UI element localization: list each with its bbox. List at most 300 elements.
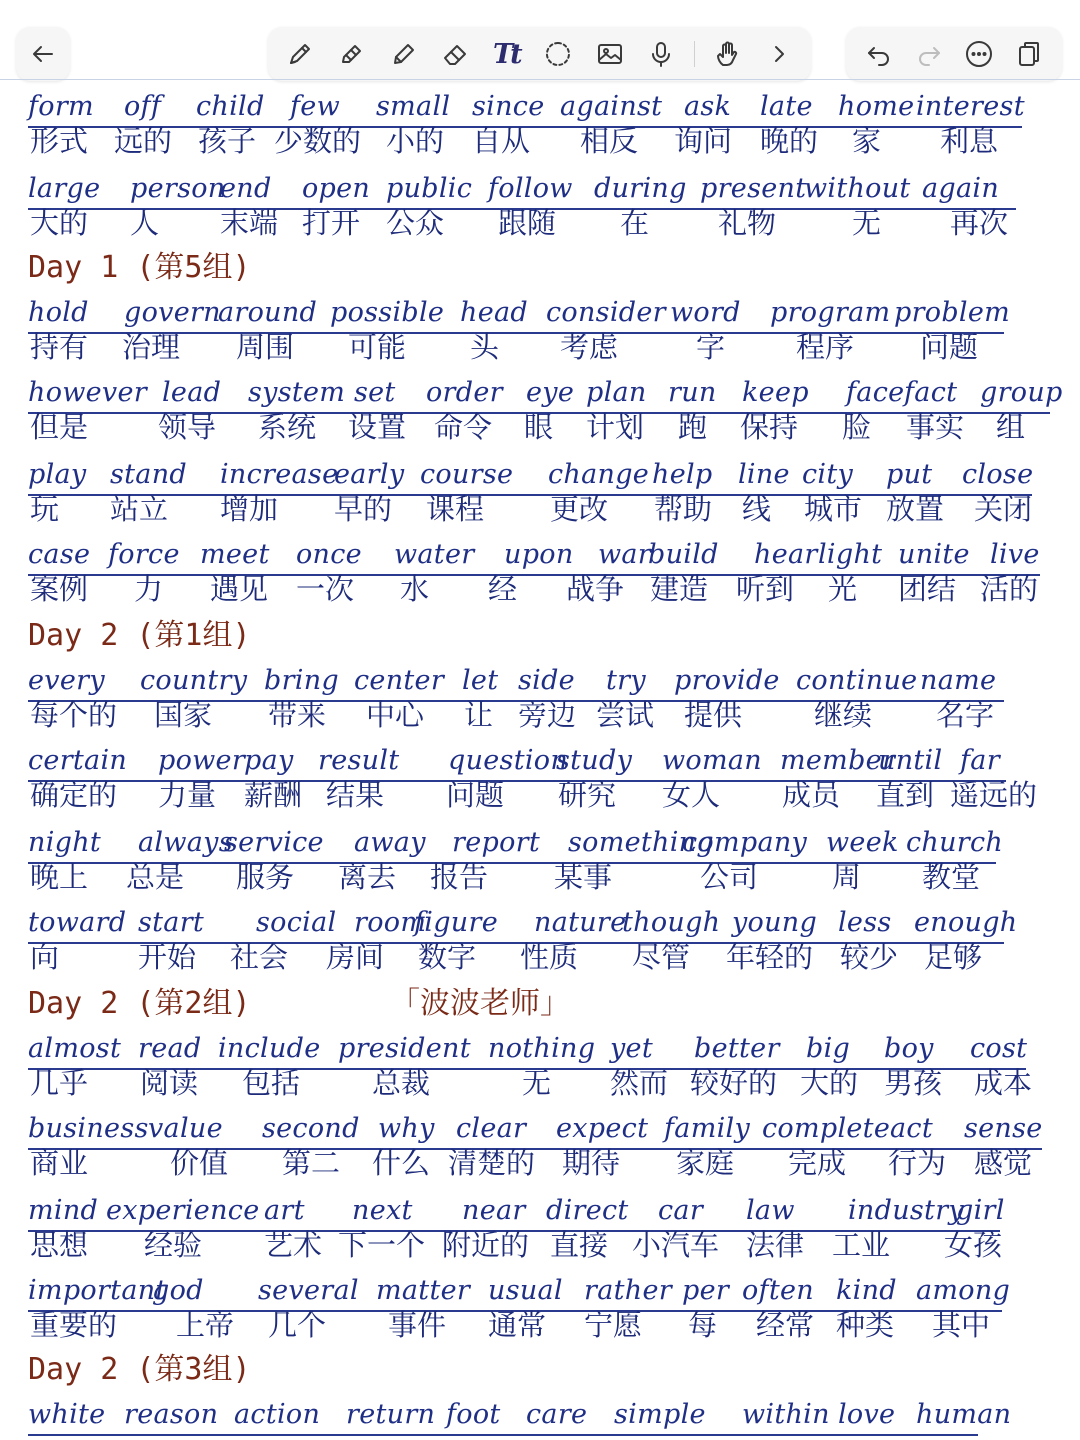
chinese-meaning: 国家 [154, 698, 213, 732]
english-word: why [378, 1113, 435, 1144]
english-word: start [138, 907, 205, 938]
english-word: water [394, 539, 475, 570]
chinese-meaning: 设置 [348, 410, 407, 444]
chinese-meaning: 经 [488, 572, 518, 606]
english-word: member [780, 745, 896, 776]
chinese-meaning: 性质 [520, 940, 579, 974]
english-word: increase [220, 459, 339, 490]
english-word: late [760, 91, 813, 122]
text-icon: Tt [493, 38, 520, 70]
chinese-meaning: 系统 [258, 410, 317, 444]
redo-button[interactable] [910, 35, 948, 73]
teacher-tag: 「波波老师」 [390, 986, 570, 1021]
english-word: reason [124, 1399, 219, 1430]
english-word: matter [376, 1275, 471, 1306]
marker-icon [388, 39, 418, 69]
english-word: within [742, 1399, 830, 1430]
english-word: something [568, 827, 714, 858]
pen-icon [285, 39, 315, 69]
top-toolbar [0, 0, 1080, 86]
chinese-meaning: 城市 [804, 492, 863, 526]
chinese-meaning: 晚上 [30, 860, 89, 894]
chinese-meaning: 直接 [550, 1228, 609, 1262]
chinese-meaning: 自从 [472, 124, 531, 158]
chinese-meaning: 旁边 [518, 698, 577, 732]
chinese-meaning: 年轻的 [726, 940, 814, 974]
english-word: power [158, 745, 246, 776]
chinese-meaning: 大的 [30, 206, 89, 240]
chinese-meaning: 利息 [940, 124, 999, 158]
chinese-meaning: 公众 [386, 206, 445, 240]
chinese-meaning: 足够 [924, 940, 983, 974]
english-word: program [770, 297, 891, 328]
chinese-meaning: 重要的 [30, 1308, 118, 1342]
english-word: form [28, 91, 94, 122]
redo-icon [914, 39, 944, 69]
chinese-meaning: 思想 [30, 1228, 89, 1262]
english-word: figure [414, 907, 498, 938]
english-word: second [262, 1113, 360, 1144]
english-word: yet [610, 1033, 653, 1064]
chinese-meaning: 清楚的 [448, 1146, 536, 1180]
more-tools[interactable] [760, 35, 798, 73]
english-word: act [890, 1113, 933, 1144]
chinese-meaning: 总裁 [372, 1066, 431, 1100]
chinese-meaning: 打开 [302, 206, 361, 240]
english-word: better [694, 1033, 780, 1064]
english-word: set [354, 377, 396, 408]
english-word: few [290, 91, 340, 122]
chinese-meaning: 无 [522, 1066, 552, 1100]
chinese-meaning: 问题 [920, 330, 979, 364]
english-word: white [28, 1399, 106, 1430]
marker-tool[interactable] [384, 35, 422, 73]
chinese-meaning: 玩 [30, 492, 60, 526]
english-word: name [920, 665, 997, 696]
chinese-meaning: 带来 [268, 698, 327, 732]
chinese-meaning: 少数的 [274, 124, 362, 158]
image-icon [595, 39, 625, 69]
chinese-meaning: 每 [688, 1308, 718, 1342]
day-heading [28, 612, 251, 652]
english-word: report [452, 827, 540, 858]
chinese-meaning: 名字 [936, 698, 995, 732]
english-word: night [28, 827, 102, 858]
english-word: mind [28, 1195, 99, 1226]
chinese-meaning: 其中 [932, 1308, 991, 1342]
english-word: less [838, 907, 892, 938]
english-word: interest [916, 91, 1025, 122]
chinese-meaning: 行为 [888, 1146, 947, 1180]
chinese-meaning: 工业 [832, 1228, 891, 1262]
english-word: since [472, 91, 545, 122]
english-row [28, 452, 1032, 496]
chinese-meaning: 小的 [386, 124, 445, 158]
lasso-icon [543, 39, 573, 69]
chinese-meaning: 家庭 [676, 1146, 735, 1180]
chinese-meaning: 感觉 [974, 1146, 1033, 1180]
english-word: toward [28, 907, 127, 938]
english-word: important [28, 1275, 167, 1306]
drawing-tools [268, 27, 811, 81]
english-word: put [886, 459, 933, 490]
english-word: let [462, 665, 499, 696]
chinese-meaning: 眼 [524, 410, 554, 444]
microphone-tool[interactable] [642, 35, 680, 73]
chinese-meaning: 案例 [30, 572, 89, 606]
microphone-icon [646, 39, 676, 69]
english-word: question [448, 745, 569, 776]
chinese-meaning: 活的 [980, 572, 1039, 606]
english-word: problem [894, 297, 1011, 328]
chinese-meaning: 每个的 [30, 698, 118, 732]
english-word: company [682, 827, 808, 858]
chinese-meaning: 计划 [586, 410, 645, 444]
english-word: line [738, 459, 790, 490]
chinese-meaning: 总是 [126, 860, 185, 894]
chevron-right-icon [764, 39, 794, 69]
english-word: change [548, 459, 650, 490]
english-word: young [732, 907, 818, 938]
english-word: car [658, 1195, 704, 1226]
day-heading [28, 1346, 251, 1386]
english-word: live [990, 539, 1040, 570]
chinese-meaning: 晚的 [760, 124, 819, 158]
english-word: experience [106, 1195, 260, 1226]
chinese-meaning: 直到 [876, 778, 935, 812]
hand-icon [712, 39, 742, 69]
english-word: return [346, 1399, 436, 1430]
english-word: face [846, 377, 905, 408]
chinese-meaning: 问题 [446, 778, 505, 812]
english-word: industry [848, 1195, 964, 1226]
day-heading-text: Day 2 (第2组) [28, 986, 251, 1021]
chinese-meaning: 房间 [326, 940, 385, 974]
chinese-meaning: 大的 [800, 1066, 859, 1100]
english-word: build [648, 539, 719, 570]
english-word: art [264, 1195, 305, 1226]
english-word: cost [970, 1033, 1028, 1064]
chinese-meaning: 建造 [650, 572, 709, 606]
english-word: though [622, 907, 721, 938]
english-word: keep [742, 377, 809, 408]
chinese-meaning: 通常 [488, 1308, 547, 1342]
chinese-meaning: 什么 [372, 1146, 431, 1180]
english-word: present [700, 173, 807, 204]
eraser-tool[interactable] [436, 35, 474, 73]
chinese-meaning: 无 [852, 206, 882, 240]
english-word: eye [526, 377, 575, 408]
chinese-meaning: 尽管 [632, 940, 691, 974]
english-word: hear [754, 539, 818, 570]
chinese-meaning: 询问 [674, 124, 733, 158]
english-word: clear [456, 1113, 527, 1144]
chinese-meaning: 末端 [220, 206, 279, 240]
english-word: once [296, 539, 362, 570]
chinese-meaning: 商业 [30, 1146, 89, 1180]
english-word: among [916, 1275, 1011, 1306]
english-word: large [28, 173, 101, 204]
day-heading-text: Day 1 (第5组) [28, 250, 251, 285]
english-word: include [218, 1033, 321, 1064]
english-word: woman [662, 745, 762, 776]
english-word: direct [546, 1195, 629, 1226]
english-word: social [256, 907, 337, 938]
chinese-meaning: 中心 [366, 698, 425, 732]
chinese-meaning: 力 [134, 572, 164, 606]
day-heading [28, 244, 251, 284]
english-word: week [826, 827, 899, 858]
chinese-meaning: 治理 [122, 330, 181, 364]
english-word: end [220, 173, 272, 204]
english-word: run [668, 377, 717, 408]
undo-button[interactable] [860, 35, 898, 73]
english-word: foot [446, 1399, 501, 1430]
chinese-meaning: 女孩 [944, 1228, 1003, 1262]
chinese-meaning: 在 [620, 206, 650, 240]
chinese-meaning: 成员 [782, 778, 841, 812]
chinese-meaning: 尝试 [596, 698, 655, 732]
chinese-meaning: 家 [852, 124, 882, 158]
english-word: enough [914, 907, 1018, 938]
highlighter-tool[interactable] [332, 35, 370, 73]
english-word: study [556, 745, 633, 776]
chinese-meaning: 力量 [158, 778, 217, 812]
english-word: open [302, 173, 371, 204]
english-word: god [152, 1275, 204, 1306]
english-word: complete [762, 1113, 891, 1144]
pen-tool[interactable] [281, 35, 319, 73]
english-word: sense [964, 1113, 1043, 1144]
chinese-meaning: 关闭 [974, 492, 1033, 526]
english-word: case [28, 539, 91, 570]
english-word: group [980, 377, 1063, 408]
chinese-meaning: 报告 [430, 860, 489, 894]
english-word: close [962, 459, 1034, 490]
ellipsis-icon [964, 39, 994, 69]
chinese-meaning: 遥远的 [950, 778, 1038, 812]
chinese-meaning: 价值 [170, 1146, 229, 1180]
pages-icon [1014, 39, 1044, 69]
gesture-tool[interactable] [708, 35, 746, 73]
chinese-meaning: 领导 [158, 410, 217, 444]
chinese-meaning: 早的 [334, 492, 393, 526]
english-word: again [922, 173, 1000, 204]
chinese-meaning: 男孩 [884, 1066, 943, 1100]
history-actions [846, 27, 1062, 81]
english-word: ask [684, 91, 732, 122]
chinese-meaning: 小汽车 [632, 1228, 720, 1262]
chinese-meaning: 薪酬 [244, 778, 303, 812]
more-button[interactable] [960, 35, 998, 73]
english-word: action [234, 1399, 321, 1430]
english-word: boy [884, 1033, 934, 1064]
chinese-meaning: 光 [828, 572, 858, 606]
arrow-left-icon [24, 35, 62, 73]
chinese-meaning: 确定的 [30, 778, 118, 812]
highlighter-icon [336, 39, 366, 69]
chinese-meaning: 期待 [562, 1146, 621, 1180]
lasso-tool[interactable] [539, 35, 577, 73]
chinese-meaning: 组 [996, 410, 1026, 444]
english-word: always [138, 827, 233, 858]
english-word: far [960, 745, 1000, 776]
chinese-meaning: 上帝 [176, 1308, 235, 1342]
english-word: against [560, 91, 663, 122]
chinese-meaning: 命令 [434, 410, 493, 444]
english-word: human [916, 1399, 1012, 1430]
english-word: next [352, 1195, 413, 1226]
chinese-meaning: 女人 [662, 778, 721, 812]
english-word: church [906, 827, 1004, 858]
english-word: word [670, 297, 741, 328]
chinese-meaning: 完成 [788, 1146, 847, 1180]
english-word: provide [674, 665, 780, 696]
chinese-meaning: 一次 [296, 572, 355, 606]
image-tool[interactable] [591, 35, 629, 73]
chinese-meaning: 下一个 [338, 1228, 426, 1262]
english-word: almost [28, 1033, 122, 1064]
chinese-meaning: 脸 [842, 410, 872, 444]
english-word: girl [956, 1195, 1005, 1226]
english-word: consider [546, 297, 666, 328]
english-word: care [526, 1399, 588, 1430]
pages-button[interactable] [1010, 35, 1048, 73]
english-word: bring [264, 665, 339, 696]
english-word: person [130, 173, 226, 204]
english-word: city [802, 459, 854, 490]
chinese-meaning: 事件 [388, 1308, 447, 1342]
chinese-meaning: 离去 [338, 860, 397, 894]
chinese-meaning: 某事 [554, 860, 613, 894]
english-word: result [318, 745, 400, 776]
english-word: president [338, 1033, 471, 1064]
chinese-meaning: 宁愿 [584, 1308, 643, 1342]
day-heading [28, 980, 628, 1020]
english-word: per [682, 1275, 730, 1306]
english-word: system [248, 377, 346, 408]
chinese-meaning: 周 [832, 860, 862, 894]
english-word: plan [586, 377, 647, 408]
chinese-meaning: 程序 [796, 330, 855, 364]
english-word: follow [488, 173, 573, 204]
chinese-meaning: 包括 [242, 1066, 301, 1100]
chinese-meaning: 阅读 [140, 1066, 199, 1100]
english-word: force [108, 539, 180, 570]
back-button[interactable] [16, 27, 70, 81]
english-word: expect [556, 1113, 649, 1144]
chinese-meaning: 服务 [236, 860, 295, 894]
chinese-meaning: 持有 [30, 330, 89, 364]
chinese-meaning: 形式 [30, 124, 89, 158]
english-word: away [354, 827, 426, 858]
undo-icon [864, 39, 894, 69]
chinese-meaning: 跑 [678, 410, 708, 444]
english-word: country [140, 665, 248, 696]
english-word: read [138, 1033, 202, 1064]
english-word: war [598, 539, 652, 570]
english-word: try [606, 665, 646, 696]
english-word: however [28, 377, 147, 408]
chinese-meaning: 公司 [700, 860, 759, 894]
chinese-meaning: 线 [742, 492, 772, 526]
english-word: help [652, 459, 713, 490]
english-word: room [354, 907, 427, 938]
english-word: without [804, 173, 911, 204]
english-word: stand [110, 459, 187, 490]
english-word: until [878, 745, 943, 776]
chinese-meaning: 种类 [836, 1308, 895, 1342]
english-word: lead [162, 377, 222, 408]
english-word: govern [124, 297, 221, 328]
english-word: every [28, 665, 105, 696]
english-word: hold [28, 297, 89, 328]
english-word: often [742, 1275, 814, 1306]
chinese-meaning: 附近的 [442, 1228, 530, 1262]
chinese-meaning: 保持 [740, 410, 799, 444]
chinese-meaning: 但是 [30, 410, 89, 444]
english-word: home [838, 91, 915, 122]
english-word: order [426, 377, 503, 408]
chinese-meaning: 跟随 [498, 206, 557, 240]
chinese-meaning: 考虑 [560, 330, 619, 364]
english-row [28, 532, 1040, 576]
english-word: possible [330, 297, 445, 328]
chinese-meaning: 放置 [886, 492, 945, 526]
english-word: side [518, 665, 575, 696]
english-word: pay [244, 745, 294, 776]
english-word: child [196, 91, 265, 122]
eraser-icon [440, 39, 470, 69]
english-word: nature [534, 907, 627, 938]
chinese-meaning: 事实 [906, 410, 965, 444]
english-word: usual [488, 1275, 563, 1306]
english-word: certain [28, 745, 128, 776]
english-word: around [218, 297, 318, 328]
chinese-meaning: 增加 [220, 492, 279, 526]
chinese-meaning: 人 [130, 206, 160, 240]
chinese-meaning: 更改 [550, 492, 609, 526]
english-word: continue [796, 665, 918, 696]
english-word: nothing [488, 1033, 596, 1064]
chinese-meaning: 几乎 [30, 1066, 89, 1100]
english-word: kind [836, 1275, 897, 1306]
english-word: early [334, 459, 405, 490]
english-word: law [746, 1195, 795, 1226]
chinese-meaning: 向 [30, 940, 60, 974]
chinese-meaning: 再次 [950, 206, 1009, 240]
english-word: public [386, 173, 473, 204]
chinese-meaning: 相反 [580, 124, 639, 158]
chinese-meaning: 然而 [610, 1066, 669, 1100]
chinese-meaning: 可能 [348, 330, 407, 364]
english-word: off [124, 91, 162, 122]
chinese-meaning: 研究 [558, 778, 617, 812]
chinese-meaning: 战争 [566, 572, 625, 606]
english-word: light [818, 539, 883, 570]
english-word: near [462, 1195, 526, 1226]
english-word: big [806, 1033, 851, 1064]
chinese-meaning: 社会 [230, 940, 289, 974]
chinese-meaning: 听到 [736, 572, 795, 606]
chinese-meaning: 遇见 [210, 572, 269, 606]
toolbar-divider [694, 41, 695, 67]
english-word: business [28, 1113, 149, 1144]
day-heading-text: Day 2 (第3组) [28, 1352, 251, 1387]
text-tool[interactable] [487, 35, 525, 73]
chinese-meaning: 让 [464, 698, 494, 732]
english-word: during [594, 173, 687, 204]
